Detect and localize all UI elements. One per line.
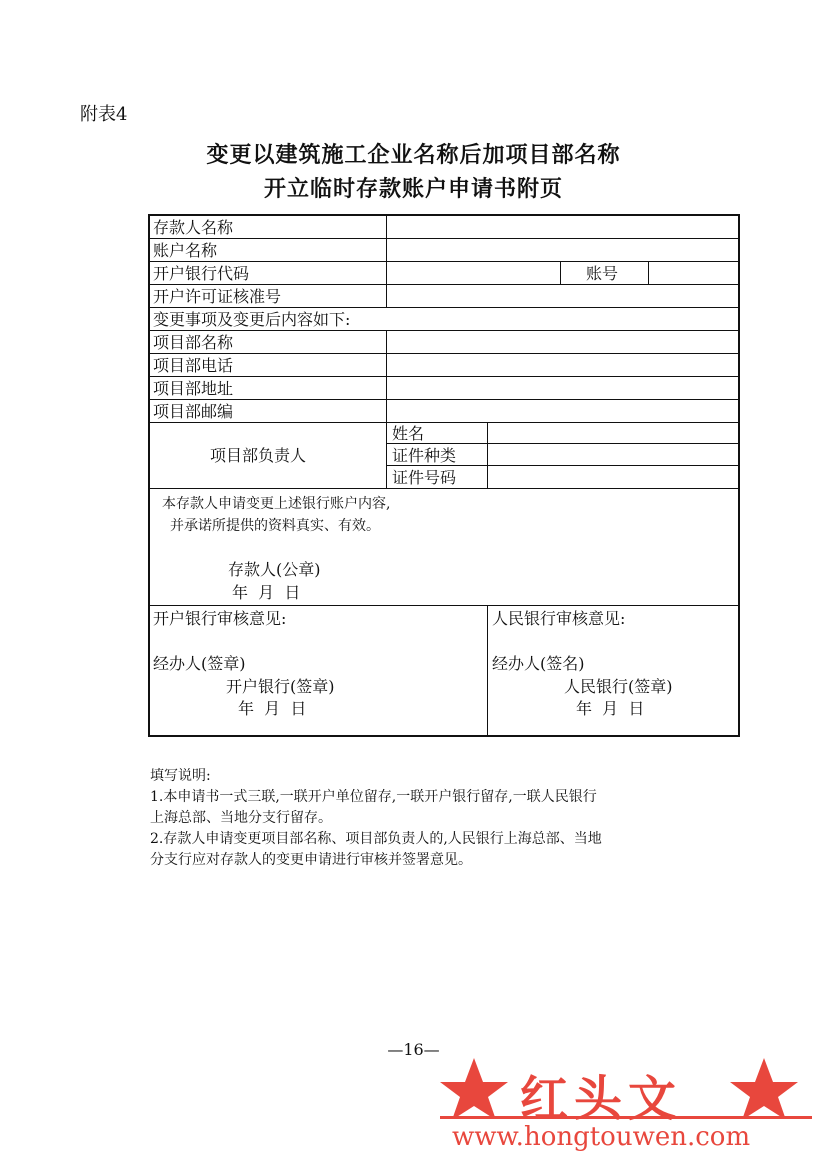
label-project-phone: 项目部电话 (153, 356, 234, 375)
bank-review-opinion: 开户银行审核意见: (153, 609, 287, 628)
notes-line2: 上海总部、当地分支行留存。 (150, 810, 332, 826)
watermark-url: www.hongtouwen.com (452, 1122, 751, 1152)
document-title-line2: 开立临时存款账户申请书附页 (263, 176, 563, 202)
page-number: —16— (387, 1040, 440, 1059)
declaration-line2: 并承诺所提供的资料真实、有效。 (170, 518, 380, 534)
column-divider (386, 330, 387, 488)
row-divider (387, 443, 740, 444)
label-account-name: 账户名称 (153, 241, 218, 260)
watermark-star-left-icon (436, 1052, 526, 1118)
bank-handler-signature: 经办人(签章) (153, 654, 246, 673)
label-project-name: 项目部名称 (153, 333, 234, 352)
label-depositor-name: 存款人名称 (153, 218, 234, 237)
row-divider (150, 376, 740, 377)
row-divider (150, 353, 740, 354)
appendix-label: 附表4 (80, 104, 128, 125)
pboc-seal: 人民银行(签章) (564, 677, 673, 696)
depositor-seal: 存款人(公章) (228, 560, 321, 579)
filling-instructions (150, 766, 730, 871)
row-divider (150, 605, 740, 606)
row-divider (150, 261, 740, 262)
column-divider (386, 216, 387, 307)
notes-heading: 填写说明: (150, 768, 211, 784)
row-divider (150, 284, 740, 285)
column-divider (487, 422, 488, 488)
declaration-line1: 本存款人申请变更上述银行账户内容, (162, 496, 391, 512)
label-project-address: 项目部地址 (153, 379, 234, 398)
label-project-manager: 项目部负责人 (210, 446, 307, 465)
notes-line1: 1.本申请书一式三联,一联开户单位留存,一联开户银行留存,一联人民银行 (150, 789, 597, 805)
row-divider (150, 399, 740, 400)
depositor-date: 年 月 日 (232, 583, 301, 602)
row-divider (150, 238, 740, 239)
bank-date: 年 月 日 (238, 699, 307, 718)
document-title-line1: 变更以建筑施工企业名称后加项目部名称 (206, 142, 621, 168)
column-divider (487, 605, 488, 737)
watermark-title: 红头文 (520, 1071, 683, 1127)
label-project-postcode: 项目部邮编 (153, 402, 234, 421)
label-account-number: 账号 (586, 264, 619, 283)
bank-seal: 开户银行(签章) (226, 677, 335, 696)
notes-line4: 分支行应对存款人的变更申请进行审核并签署意见。 (150, 852, 472, 868)
label-change-items: 变更事项及变更后内容如下: (153, 310, 351, 329)
pboc-handler-signature: 经办人(签名) (492, 654, 585, 673)
pboc-review-opinion: 人民银行审核意见: (492, 609, 626, 628)
row-divider (150, 330, 740, 331)
notes-line3: 2.存款人申请变更项目部名称、项目部负责人的,人民银行上海总部、当地 (150, 831, 602, 847)
application-form-table (148, 214, 740, 737)
label-id-type: 证件种类 (392, 446, 457, 465)
column-divider (560, 261, 561, 284)
watermark-divider (440, 1116, 812, 1119)
column-divider (648, 261, 649, 284)
label-id-number: 证件号码 (392, 468, 457, 487)
row-divider (150, 488, 740, 489)
pboc-date: 年 月 日 (576, 699, 645, 718)
label-manager-name: 姓名 (392, 424, 425, 443)
row-divider (150, 422, 740, 423)
label-license-number: 开户许可证核准号 (153, 287, 282, 306)
label-bank-code: 开户银行代码 (153, 264, 250, 283)
row-divider (150, 307, 740, 308)
watermark-star-right-icon (726, 1052, 816, 1118)
